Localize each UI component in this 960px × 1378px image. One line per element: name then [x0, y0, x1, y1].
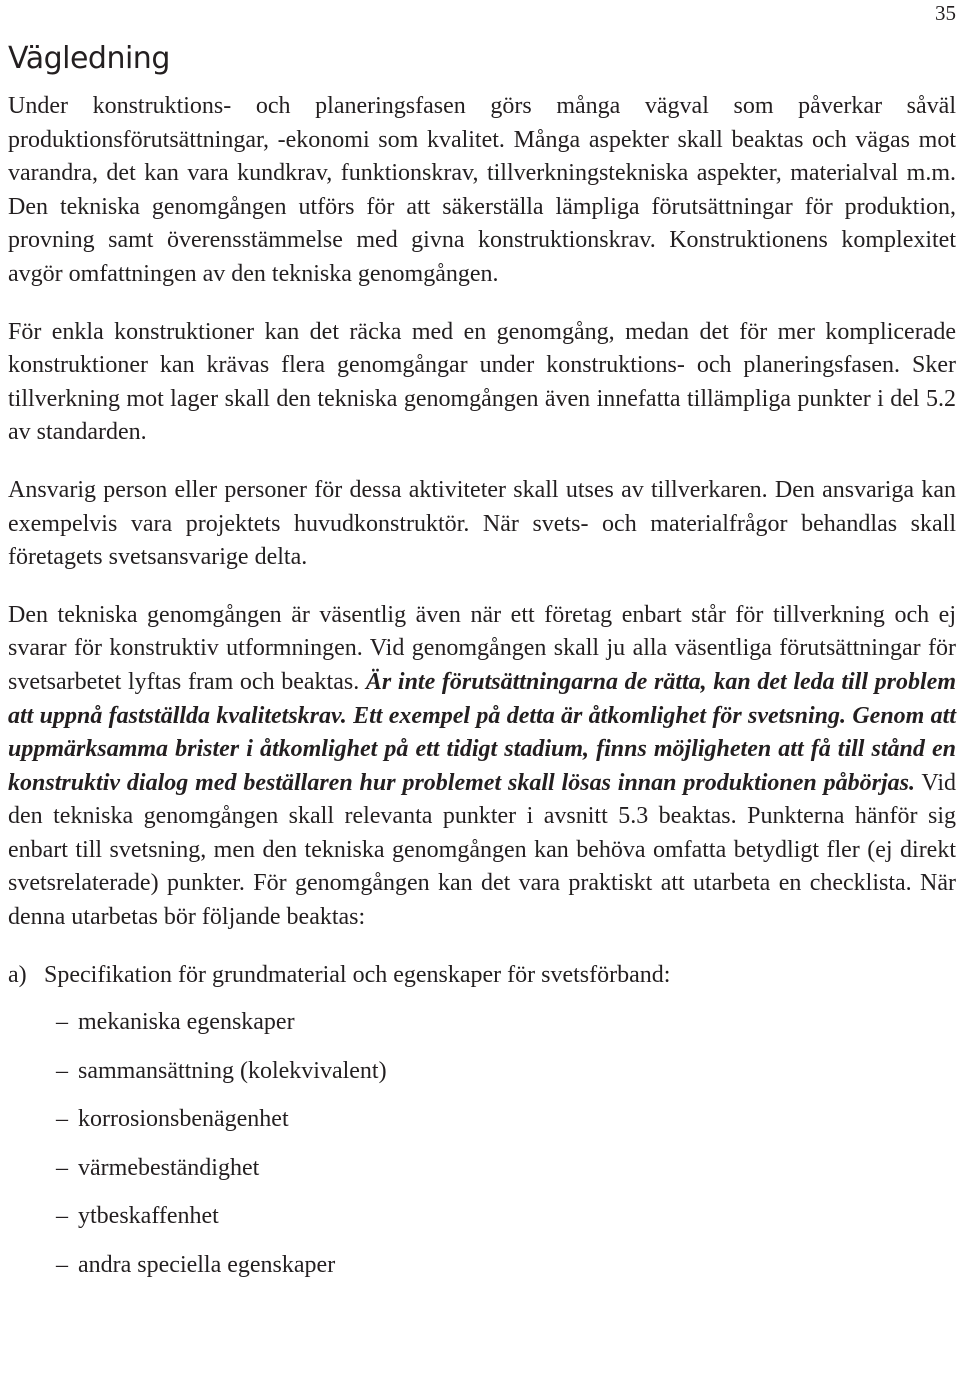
dash-icon: –: [56, 1057, 68, 1084]
paragraph-2: För enkla konstruktioner kan det räcka med en genomgång, medan det för mer komplicerade konstruktioner kan krävas flera genomgångar under konstruktions- och planeringsfasen. Sker tillverkning mot lager skall den tekniska genomgången även innefatta tillämpliga punkter i del 5.2 av standarden.: [8, 318, 956, 446]
page-number: 35: [935, 1, 956, 25]
dash-icon: –: [56, 1009, 68, 1036]
list-item: [8, 1095, 956, 1144]
list-item-text: sammansättning (kolekvivalent): [78, 1057, 387, 1084]
list-marker: a): [8, 961, 27, 988]
list-item-text: mekaniska egenskaper: [78, 1009, 295, 1036]
paragraph-4-intro: Den tekniska genomgången är väsentlig även när ett företag enbart står för tillverkning och ej svarar för konstruktiv utformningen. Vid genomgången skall ju alla väsentliga förutsättningar för svetsarbetet lyftas fram och beaktas.: [8, 601, 956, 695]
paragraph-1: Under konstruktions- och planeringsfasen görs många vägval som påverkar såväl produktionsförutsättningar, -ekonomi som kvalitet. Många aspekter skall beaktas och vägas mot varandra, det kan vara kundkrav, funktionskrav, tillverkningstekniska aspekter, materialval m.m. Den tekniska genomgången utförs för att säkerställa lämpliga förutsättningar för produktion, provning samt överensstämmelse med givna konstruktionskrav. Konstruktionens komplexitet avgör omfattningen av den tekniska genomgången.: [8, 93, 956, 287]
list-item: [8, 1241, 956, 1290]
list-label: Specifikation för grundmaterial och egenskaper för svetsförband:: [44, 961, 671, 988]
dash-icon: –: [56, 1251, 68, 1278]
section-heading: Vägledning: [8, 41, 170, 76]
dash-icon: –: [56, 1154, 68, 1181]
list-item-text: ytbeskaffenhet: [78, 1203, 219, 1230]
paragraph-4-emphasis: Är inte förutsättningarna de rätta, kan det leda till problem att uppnå fastställda kvalitetskrav. Ett exempel på detta är åtkomlighet för svetsning. Genom att uppmärksamma brister i åtkomlighet på ett tidigt stadium, finns möjligheten att få till stånd en konstruktiv dialog med beställaren hur problemet skall lösas innan produktionen påbörjas.: [8, 668, 957, 796]
list-item: [8, 1047, 956, 1096]
paragraph-4: [8, 599, 956, 935]
list-item: [8, 998, 956, 1047]
dash-icon: –: [56, 1203, 68, 1230]
dash-icon: –: [56, 1106, 68, 1133]
sublist: [8, 998, 956, 1289]
list-item: [8, 1192, 956, 1241]
paragraph-4-continuation: Vid den tekniska genomgången skall relevanta punkter i avsnitt 5.3 beaktas. Punkterna hänför sig enbart till svetsning, men den tekniska genomgången kan behöva omfatta betydligt fler (ej direkt svetsrelaterade) punkter. För genomgången kan det vara praktiskt att utarbeta en checklista. När denna utarbetas bör följande beaktas:: [8, 769, 956, 931]
list-item-text: korrosionsbenägenhet: [78, 1106, 289, 1133]
body-text: [8, 90, 956, 1289]
paragraph-3: Ansvarig person eller personer för dessa aktiviteter skall utses av tillverkaren. Den ansvariga kan exempelvis vara projektets huvudkonstruktör. När svets- och materialfrågor behandlas skall företagets svetsansvarige delta.: [8, 476, 956, 571]
list-lead: [8, 959, 956, 993]
list-item-text: andra speciella egenskaper: [78, 1251, 336, 1278]
list-item-text: värmebeständighet: [78, 1154, 260, 1181]
list-item: [8, 1144, 956, 1193]
checklist: [8, 959, 956, 1290]
